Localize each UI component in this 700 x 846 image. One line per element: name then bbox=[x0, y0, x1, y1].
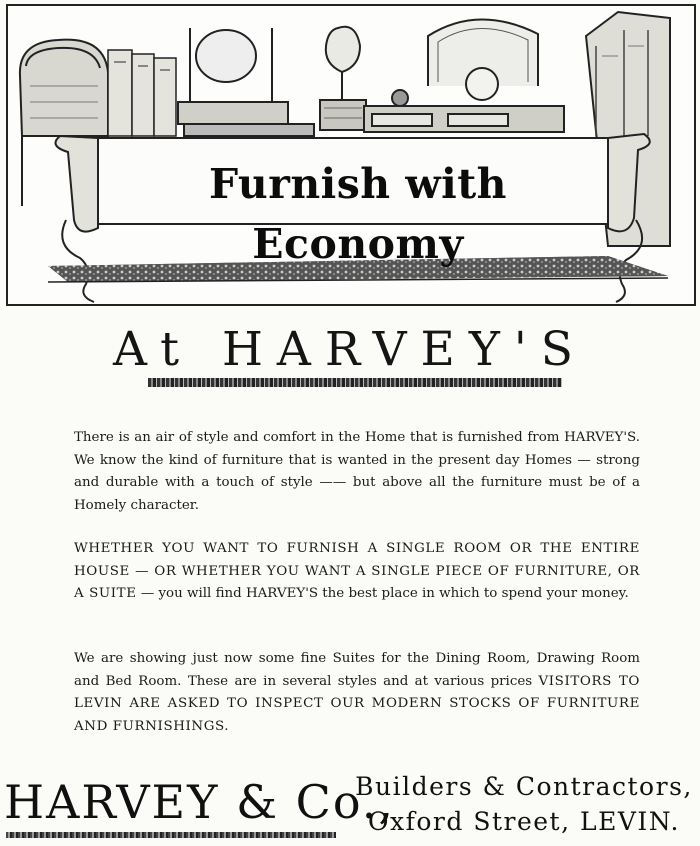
address-line: Oxford Street, LEVIN. bbox=[368, 807, 680, 836]
mirror-stand-illustration bbox=[320, 27, 366, 130]
trade-line: Builders & Contractors, bbox=[355, 772, 693, 801]
paragraph-whether-caps: WHETHER YOU WANT TO FURNISH A SINGLE ROOM OR THE ENTIRE HOUSE — OR WHETHER YOU WANT A SINGLE PIECE OF FURNITURE, OR A SUITE bbox=[74, 541, 640, 601]
paragraph-suites-visitors: VISITORS TO LEVIN ARE ASKED TO INSPECT OUR MODERN STOCKS OF FURNITURE AND FURNISHINGS. bbox=[74, 673, 640, 734]
sideboard-illustration bbox=[364, 19, 564, 132]
paragraph-suites-lead: We are showing just now some fine Suites for the Dining Room, Drawing Room and Bed Room. These are in several styles and at various prices bbox=[74, 651, 640, 689]
furniture-banner bbox=[6, 4, 696, 306]
folding-screen-illustration bbox=[108, 50, 176, 136]
headline: At HARVEY'S bbox=[113, 322, 587, 377]
headline-rule bbox=[148, 378, 562, 387]
dressing-table-illustration bbox=[178, 28, 314, 152]
slogan: Furnish with Economy bbox=[209, 160, 507, 268]
firm-name: HARVEY & Co., bbox=[4, 775, 396, 829]
paragraph-whether bbox=[74, 538, 640, 606]
paragraph-whether-rest: — you will find HARVEY'S the best place in which to spend your money. bbox=[136, 586, 629, 601]
paragraph-suites bbox=[74, 648, 640, 738]
firm-rule bbox=[6, 832, 336, 838]
paragraph-intro: There is an air of style and comfort in the Home that is furnished from HARVEY'S. We know the kind of furniture that is wanted in the present day Homes — strong and durable with a touch of style —— but above all the furniture must be of a Homely character. bbox=[74, 430, 640, 513]
